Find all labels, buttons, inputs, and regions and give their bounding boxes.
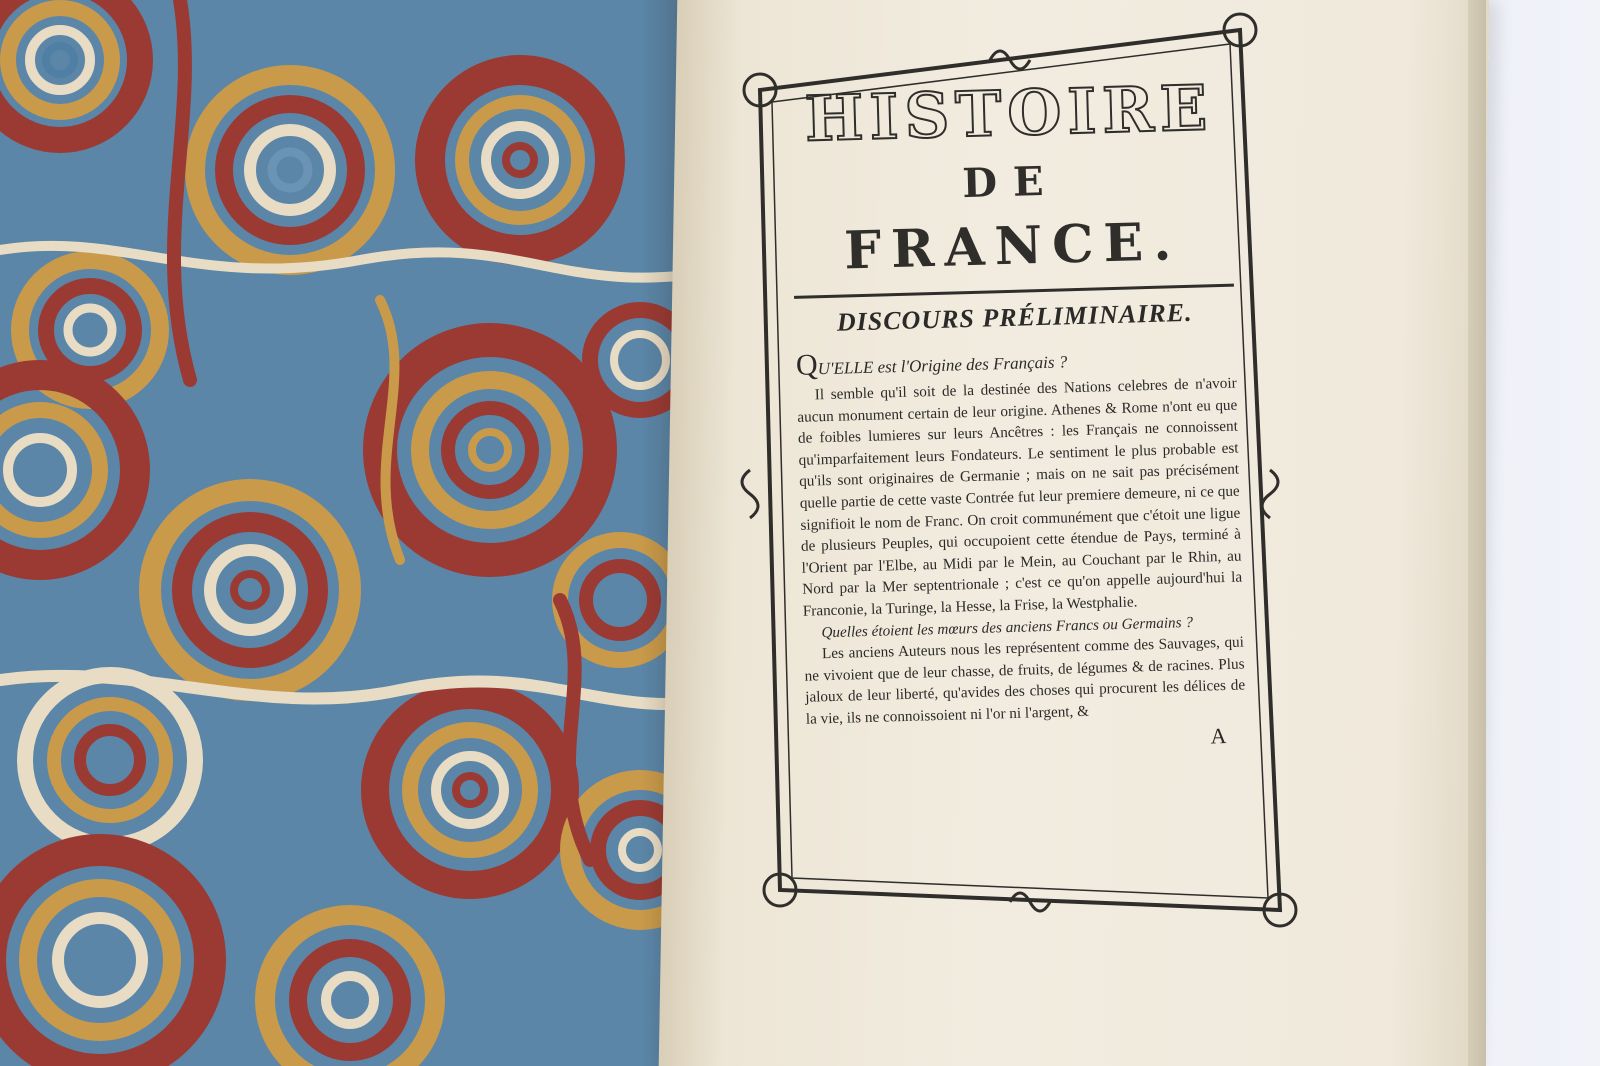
title-de: DE xyxy=(961,157,1061,208)
page-text-block xyxy=(788,68,1247,761)
marbled-endpaper xyxy=(0,0,720,1066)
title-histoire: HISTOIRE xyxy=(803,71,1215,156)
marbled-pattern xyxy=(0,0,720,1066)
question-2: Quelles étoient les mœurs des anciens Francs ou Germains ? xyxy=(821,613,1194,641)
paragraph-2: Les anciens Auteurs nous les représentent comme des Sauvages, qui ne vivoient que de leur chasse, de fruits, de légumes & de racines. Plus jaloux de leur liberté, qu'avides des choses qui procurent les délices de la vie, ils ne connoissoient ni l'or ni l'argent, & xyxy=(804,633,1246,728)
signature-mark: A xyxy=(1210,722,1227,748)
page-edge xyxy=(1468,0,1486,1066)
section-heading: DISCOURS PRÉLIMINAIRE. xyxy=(836,297,1193,337)
question-1-text: U'ELLE est l'Origine des Français ? xyxy=(817,352,1068,379)
title-france: FRANCE. xyxy=(843,211,1183,282)
paragraph-1: Il semble qu'il soit de la destinée des Nations celebres de n'avoir aucun monument certain de leur origine. Athenes & Rome n'ont eu que de foibles lumieres sur leurs Ancêtres : les Français ne connoissent qu'imparfaitement leurs Fondateurs. Le sentiment le plus probable est qu'ils sont originaires de Germanie ; mais on ne sait pas précisément quelle partie de cette vaste Contrée fut leur premiere demeure, ni ce que signifioit le nom de Franc. On croit communément que c'étoit une ligue de plusieurs Peuples, qui occupoient cette étendue de Pays, terminé à l'Orient par l'Elbe, au Midi par le Mein, au Couchant par le Rhin, au Nord par la Mer septentrionale ; c'est ce qu'on appelle aujourd'hui la Franconie, la Turinge, la Hesse, la Frise, la Westphalie. xyxy=(797,374,1243,620)
drop-cap: Q xyxy=(795,348,819,382)
